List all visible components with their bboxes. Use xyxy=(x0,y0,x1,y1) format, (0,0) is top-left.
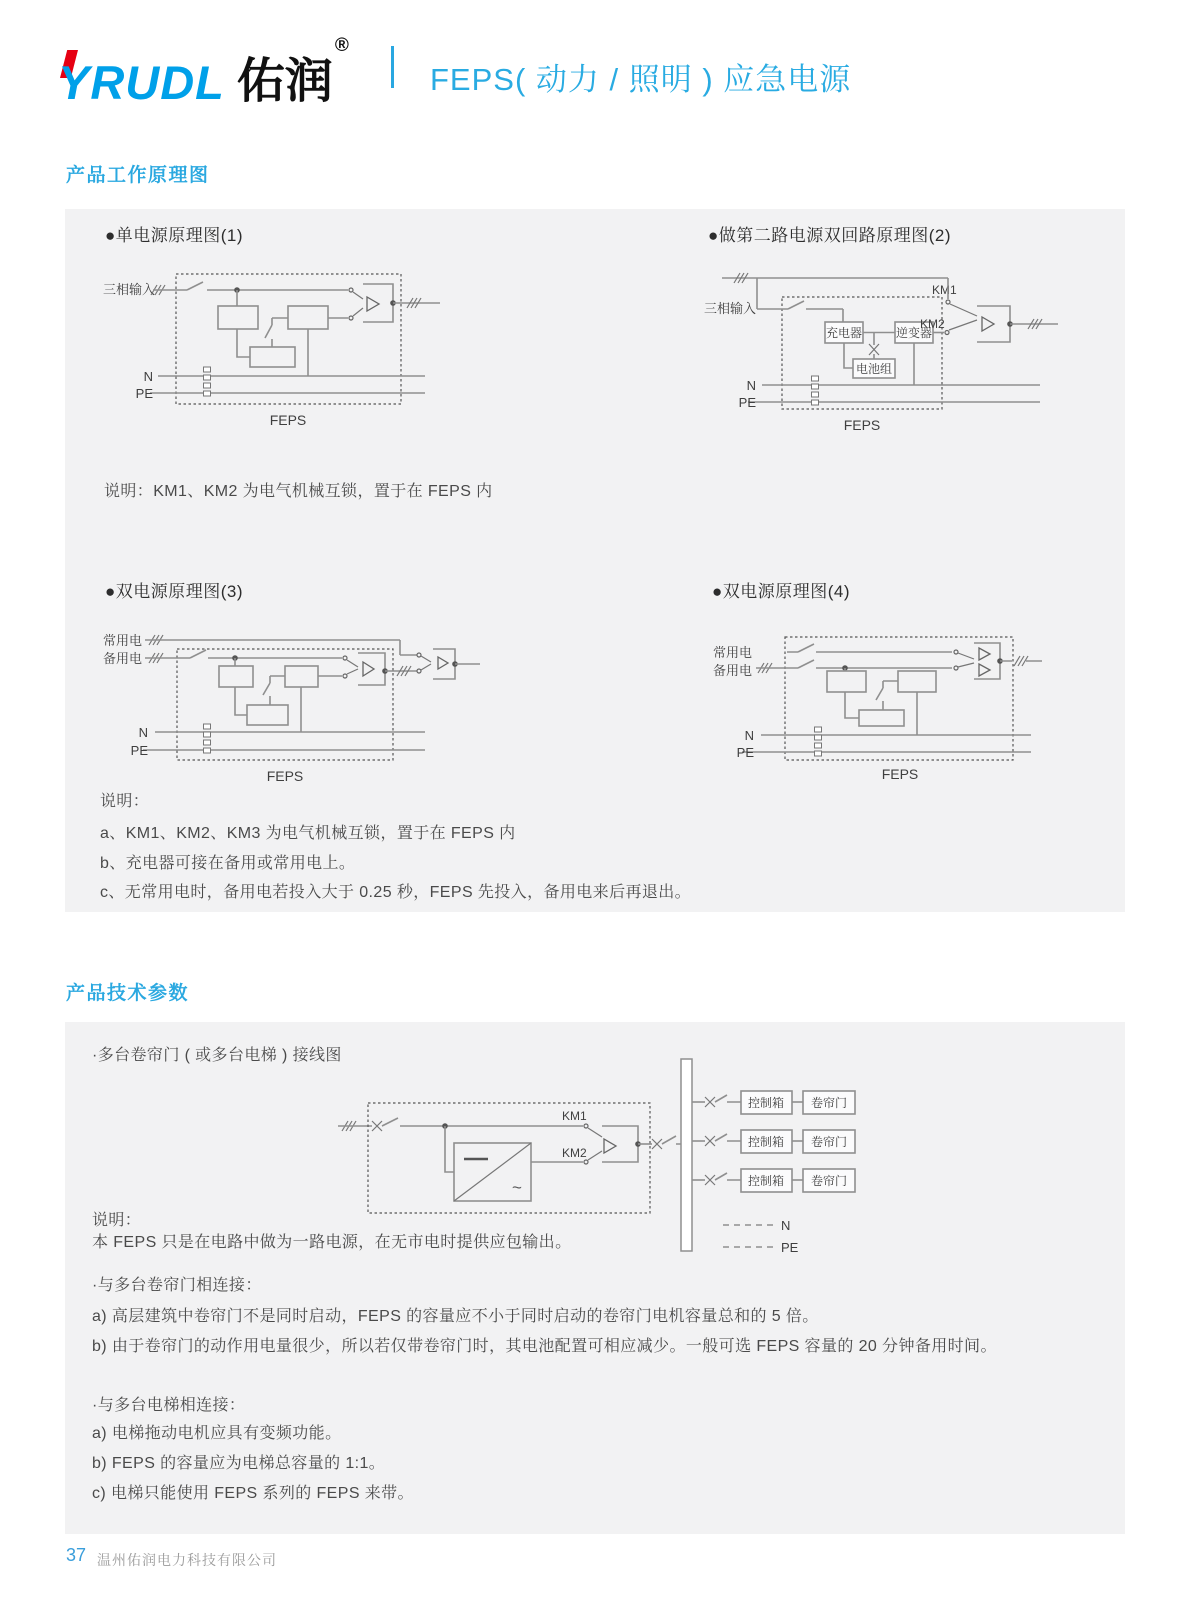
disconnect-x xyxy=(652,1139,662,1149)
contactor-box xyxy=(974,643,1000,679)
caption-diagram2: ●做第二路电源双回路原理图(2) xyxy=(708,226,952,245)
pe-label: PE xyxy=(781,1240,799,1255)
isolation-hatch xyxy=(204,724,211,753)
doors-a: a) 高层建筑中卷帘门不是同时启动，FEPS 的容量应不小于同时启动的卷帘门电机容量总和的 5 倍。 xyxy=(92,1308,819,1325)
charger-box xyxy=(827,671,866,692)
branch-roller-door-3 xyxy=(692,1169,855,1192)
backup-power-label: 备用电 xyxy=(103,651,143,666)
km2-label: KM2 xyxy=(562,1146,587,1160)
logo-chinese-text: 佑润 xyxy=(236,55,333,108)
note-km-interlock: 说明：KM1、KM2 为电气机械互锁，置于在 FEPS 内 xyxy=(104,483,493,500)
pe-label: PE xyxy=(738,395,756,410)
transfer-switch-box xyxy=(433,649,455,679)
disconnect-x xyxy=(372,1121,382,1131)
tech-note-title: 说明： xyxy=(92,1212,142,1229)
feps-label: FEPS xyxy=(266,768,304,784)
control-box-label: 控制箱 xyxy=(747,1174,785,1188)
disconnect-x xyxy=(705,1136,715,1146)
logo-brand-text: YRUDL xyxy=(58,56,225,109)
note34-title: 说明： xyxy=(100,793,150,810)
isolation-hatch xyxy=(812,376,819,405)
page-number: 37 xyxy=(66,1545,87,1565)
ac-tilde-icon: ~ xyxy=(512,1178,522,1197)
elevators-a: a) 电梯拖动电机应具有变频功能。 xyxy=(92,1425,342,1442)
footer-company: 温州佑润电力科技有限公司 xyxy=(97,1552,277,1568)
principle-panel xyxy=(65,209,1125,912)
diagram-roller-door-wiring xyxy=(330,1040,870,1260)
contactor-box xyxy=(358,653,385,685)
feps-label: FEPS xyxy=(269,412,307,428)
elevators-c: c) 电梯只能使用 FEPS 系列的 FEPS 来带。 xyxy=(92,1485,414,1502)
feps-label: FEPS xyxy=(881,766,919,782)
roller-door-label: 卷帘门 xyxy=(810,1135,848,1149)
feps-label: FEPS xyxy=(843,417,881,433)
n-label: N xyxy=(781,1218,791,1233)
diagram-dual-power-4 xyxy=(680,615,1060,790)
page-title: FEPS( 动力 / 照明 ) 应急电源 xyxy=(430,62,852,97)
roller-door-label: 卷帘门 xyxy=(810,1096,848,1110)
elevators-b: b) FEPS 的容量应为电梯总容量的 1:1。 xyxy=(92,1455,386,1472)
battery-box xyxy=(859,710,904,726)
note34-c: c、无常用电时，备用电若投入大于 0.25 秒，FEPS 先投入，备用电来后再退出。 xyxy=(100,884,692,901)
n-label: N xyxy=(746,378,756,393)
normal-power-label: 常用电 xyxy=(713,645,753,660)
pe-label: PE xyxy=(135,386,153,401)
tech-panel xyxy=(65,1022,1125,1534)
isolation-hatch xyxy=(815,727,822,756)
three-phase-input-label: 三相输入 xyxy=(704,301,757,316)
charger-box xyxy=(219,666,253,687)
diagram-dual-power-3 xyxy=(95,615,485,790)
pe-label: PE xyxy=(130,743,148,758)
roller-door-label: 卷帘门 xyxy=(810,1174,848,1188)
caption-diagram3: ●双电源原理图(3) xyxy=(105,582,244,601)
elevators-title: ·与多台电梯相连接： xyxy=(92,1397,246,1414)
feps-dotted-box xyxy=(782,297,942,409)
control-box-label: 控制箱 xyxy=(747,1096,785,1110)
battery-label: 电池组 xyxy=(855,362,893,376)
inverter-box xyxy=(285,666,318,687)
km1-label: KM1 xyxy=(562,1109,587,1123)
doors-b: b) 由于卷帘门的动作用电量很少，所以若仅带卷帘门时，其电池配置可相应减少。一般可选 FEPS 容量的 20 分钟备用时间。 xyxy=(92,1338,997,1355)
battery-box xyxy=(247,705,288,725)
registered-mark: ® xyxy=(334,35,349,56)
normal-power-label: 常用电 xyxy=(103,633,143,648)
inverter-triangle-icon xyxy=(438,657,448,669)
diagram-single-power xyxy=(95,263,455,438)
pe-label: PE xyxy=(736,745,754,760)
doors-title: ·与多台卷帘门相连接： xyxy=(92,1277,262,1294)
contactor-box xyxy=(602,1126,638,1162)
inverter-triangle-icon xyxy=(604,1139,616,1153)
caption-diagram4: ●双电源原理图(4) xyxy=(712,582,851,601)
three-phase-input-label: 三相输入 xyxy=(103,282,156,297)
branch-roller-door-1 xyxy=(692,1091,855,1114)
inverter-triangle-icon xyxy=(979,648,990,660)
note34-a: a、KM1、KM2、KM3 为电气机械互锁，置于在 FEPS 内 xyxy=(100,825,516,842)
brand-logo xyxy=(58,35,349,109)
inverter-label: 逆变器 xyxy=(895,326,933,340)
charger-label: 充电器 xyxy=(825,326,863,340)
branch-roller-door-2 xyxy=(692,1130,855,1153)
section-heading-principle: 产品工作原理图 xyxy=(66,165,210,186)
caption-diagram1: ●单电源原理图(1) xyxy=(105,226,244,245)
disconnect-x xyxy=(705,1097,715,1107)
distribution-busbar xyxy=(681,1059,692,1251)
inverter-box xyxy=(288,306,328,329)
n-label: N xyxy=(744,728,754,743)
inverter-triangle-icon xyxy=(367,297,379,311)
note34-b: b、充电器可接在备用或常用电上。 xyxy=(100,855,356,872)
battery-switch-x xyxy=(869,344,879,355)
disconnect-x xyxy=(705,1175,715,1185)
wiring-caption: ·多台卷帘门 ( 或多台电梯 ) 接线图 xyxy=(92,1047,342,1064)
inverter-triangle-icon xyxy=(363,662,374,676)
diagram-second-source xyxy=(690,250,1130,450)
inverter-triangle-icon xyxy=(982,317,994,331)
break-mark xyxy=(1014,656,1028,666)
header-divider xyxy=(391,46,394,88)
tech-note-body: 本 FEPS 只是在电路中做为一路电源，在无市电时提供应包输出。 xyxy=(92,1234,572,1251)
km1-label: KM1 xyxy=(932,283,957,297)
battery-box xyxy=(250,347,295,367)
feps-dotted-box xyxy=(368,1103,650,1213)
inverter-box xyxy=(898,671,936,692)
km2-label: KM2 xyxy=(920,317,945,331)
isolation-hatch xyxy=(204,367,211,396)
control-box-label: 控制箱 xyxy=(747,1135,785,1149)
backup-power-label: 备用电 xyxy=(713,663,753,678)
section-heading-tech: 产品技术参数 xyxy=(66,983,190,1004)
n-label: N xyxy=(138,725,148,740)
n-label: N xyxy=(143,369,153,384)
inverter-triangle-icon xyxy=(979,664,990,676)
charger-box xyxy=(218,306,258,329)
